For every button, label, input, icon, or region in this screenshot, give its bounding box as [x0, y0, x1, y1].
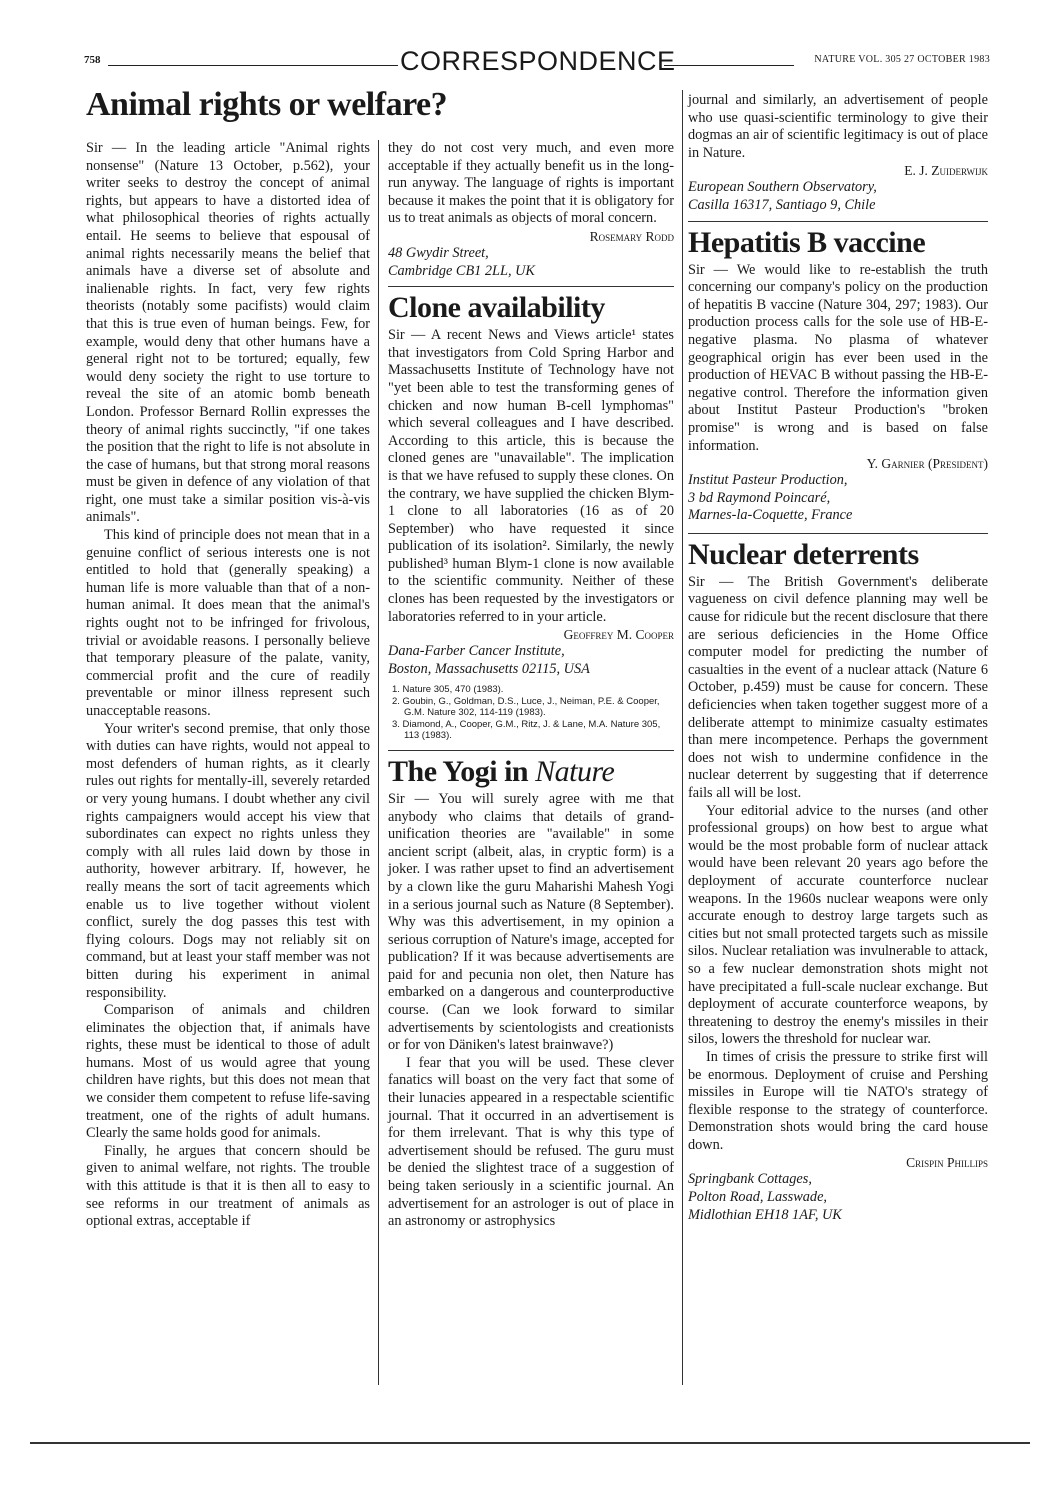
- animal-rights-paragraph-1: Sir — In the leading article "Animal rights nonsense" (Nature 13 October, p.562), your writer seeks to destroy the concept of animal rights, but appears to have a distorted idea of what philosophical theories of rights actually entail. He seems to believe that espousal of animal rights necessarily means the belief that animals have a diverse set of absolute and inalienable rights. In fact, very few rights theorists (notably some pacifists) would claim that this is true even of human beings. Few, for example, would deny that other humans have a general right not to be tortured; equally, few would deny society the right to use torture to reveal the site of an atomic bomb beneath London. Professor Bernard Rollin expresses the theory of animal rights succinctly, "if one takes the position that the right to life is not absolute in the case of humans, but that strong moral reasons must be given in defence of any violation of that right, one must take a similar position vis-à-vis animals".: [86, 140, 370, 526]
- animal-rights-paragraph-5: Finally, he argues that concern should be given to animal welfare, not rights. The trouble with this attitude is that it is then all to easy to see reforms in our treatment of animals as optional extras, acceptable if: [86, 1142, 370, 1230]
- hepatitis-paragraph-1: Sir — We would like to re-establish the truth concerning our company's policy on the production of hepatitis B vaccine (Nature 304, 297; 1983). Our production process calls for the sole use of HB-E-negative plasma. No plasma of whatever geographical origin has ever been used in the production of HEVAC B without passing the HB-E-negative control. Therefore the information given about Institut Pasteur Production's "broken promise" is wrong and is based on false information.: [688, 261, 988, 454]
- clone-address-line-1: Dana-Farber Cancer Institute,: [388, 643, 565, 660]
- clone-references: [388, 684, 674, 742]
- column-1: [86, 140, 370, 1231]
- animal-rights-paragraph-6: they do not cost very much, and even more acceptable if they actually benefit us in the long-run anyway. The language of rights is important because it makes the point that it is obligatory for us to treat animals as objects of moral concern.: [388, 140, 674, 227]
- divider-hepatitis: [688, 221, 988, 222]
- section-title: CORRESPONDENCE: [400, 46, 676, 76]
- yogi-title-journal: Nature: [535, 754, 615, 788]
- yogi-address-line-1: European Southern Observatory,: [688, 179, 877, 196]
- column-rule-2: [682, 90, 683, 1385]
- header-rule-right: [664, 65, 794, 66]
- column-2: [388, 140, 674, 1231]
- animal-rights-signature: Rosemary Rodd: [589, 228, 674, 244]
- article-title-yogi: [388, 754, 674, 788]
- column-rule-1: [378, 140, 379, 1385]
- nuclear-address-line-1: Springbank Cottages,: [688, 1171, 812, 1188]
- column-3: [688, 92, 988, 1224]
- hepatitis-address-line-3: Marnes-la-Coquette, France: [688, 507, 853, 524]
- journal-issue: NATURE VOL. 305 27 OCTOBER 1983: [814, 54, 990, 65]
- hepatitis-address-line-2: 3 bd Raymond Poincaré,: [688, 489, 831, 506]
- article-title-hepatitis: Hepatitis B vaccine: [688, 225, 926, 259]
- nuclear-paragraph-2: Your editorial advice to the nurses (and other professional groups) on how best to argue what would be the most probable form of nuclear attack would have been relevant 20 years ago before the deployment of accurate counterforce nuclear weapons. In the 1960s nuclear weapons were only accurate enough to destroy large targets such as cities but not small protected targets such as missile silos. Nuclear retaliation was invulnerable to attack, so a few nuclear demonstration shots might not have precipitated a full-scale nuclear exchange. But deployment of accurate counterforce weapons, by threatening to destroy the enemy's missiles in their silos, lowers the threshold for nuclear war.: [688, 802, 988, 1048]
- yogi-paragraph-3: journal and similarly, an advertisement of people who use quasi-scientific terminology to give their dogmas an air of scientific legitimacy is out of place in Nature.: [688, 92, 988, 161]
- clone-address-line-2: Boston, Massachusetts 02115, USA: [388, 660, 590, 677]
- animal-rights-header: [86, 88, 676, 126]
- reference-item: 3. Diamond, A., Cooper, G.M., Ritz, J. & Lane, M.A. Nature 305, 113 (1983).: [392, 718, 661, 742]
- hepatitis-address-line-1: Institut Pasteur Production,: [688, 472, 848, 489]
- yogi-paragraph-2: I fear that you will be used. These clever fanatics will boast on the very fact that some of their lunacies appeared in a respectable scientific journal. That it occurred in an advertisement is for them irrelevant. That is why this type of advertisement should be refused. The guru must be denied the slightest trace of a suggestion of being taken seriously in a scientific journal. An advertisement for an astrologer is out of place in an astronomy or astrophysics: [388, 1054, 674, 1230]
- reference-item: 1. Nature 305, 470 (1983).: [392, 684, 504, 696]
- divider-nuclear: [688, 533, 988, 534]
- divider-yogi: [388, 750, 674, 751]
- page-bottom-rule: [30, 1442, 1030, 1444]
- yogi-paragraph-1: Sir — You will surely agree with me that anybody who claims that details of grand-unification theories are "available" in some ancient script (albeit, alas, in cryptic form) is a joker. I was rather upset to find an advertisement by a clown like the guru Maharishi Mahesh Yogi in a serious journal such as Nature (8 September). Why was this advertisement, in my opinion a serious corruption of Nature's image, accepted for publication? If it was because advertisements are paid for and pecunia non olet, then Nature has embarked on a dangerous and counterproductive course. (Can we look forward to similar advertisements by scientologists and creationists or for von Däniken's latest brainwave?): [388, 790, 674, 1054]
- animal-rights-paragraph-3: Your writer's second premise, that only those with duties can have rights, would not appeal to most defenders of human rights, as it clearly rules out rights for mentally-ill, severely retarded or very young humans. I doubt whether any civil rights campaigners would accept his view that subordinates can expect no rights unless they comply with all rules laid down by those in authority, however arbitrary. If, however, he really means the sort of tacit agreements which enable us to live together without violent conflict, surely the dog passes this test with flying colours. Dogs may not reliably sit on command, but at least your staff member was not bitten during his experiment in animal responsibility.: [86, 720, 370, 1001]
- animal-rights-address-line-2: Cambridge CB1 2LL, UK: [388, 262, 535, 279]
- nuclear-paragraph-3: In times of crisis the pressure to strike first will be enormous. Deployment of cruise and Pershing missiles in Europe will tie NATO's strategy of flexible response to the strategy of counterforce. Demonstration shots would bring the card house down.: [688, 1048, 988, 1153]
- animal-rights-paragraph-2: This kind of principle does not mean that in a genuine conflict of serious interests one is not entitled to hold that (generally speaking) a human life is more valuable than that of a non-human animal. It does mean that the animal's rights ought not to be infringed for frivolous, trivial or avoidable reasons. I personally believe that temporary pleasure of the palate, vanity, commercial profit and the cure of readily preventable or minor illness represent such unacceptable reasons.: [86, 527, 370, 719]
- article-title-animal-rights: Animal rights or welfare?: [86, 86, 448, 123]
- nuclear-signature: Crispin Phillips: [906, 1155, 988, 1171]
- animal-rights-address-line-1: 48 Gwydir Street,: [388, 244, 489, 261]
- yogi-address-line-2: Casilla 16317, Santiago 9, Chile: [688, 196, 876, 213]
- header-rule-left: [108, 65, 398, 66]
- page-number: 758: [84, 54, 101, 66]
- animal-rights-paragraph-4: Comparison of animals and children eliminates the objection that, if animals have rights, these must be identical to those of adult humans. Most of us would agree that young children have rights, but this does not mean that we consider them competent to refuse life-saving treatment, one of the rights of adult humans. Clearly the same holds good for animals.: [86, 1002, 370, 1142]
- yogi-title-prefix: The Yogi in: [388, 754, 536, 788]
- article-title-nuclear: Nuclear deterrents: [688, 537, 919, 571]
- hepatitis-signature: Y. Garnier (President): [866, 456, 988, 472]
- article-title-clone: Clone availability: [388, 291, 605, 325]
- divider-clone: [388, 286, 674, 287]
- nuclear-paragraph-1: Sir — The British Government's deliberate vagueness on civil defence planning may well be cause for ridicule but the recent disclosure that there are serious deficiencies in the Home Office computer model for predicting the number of casualties in the event of a nuclear attack (Nature 6 October, p.459) must be cause for concern. These deficiencies when taken together suggest more of a deliberate attempt to minimize casualty estimates than mere incompetence. Perhaps the government does not wish to undermine confidence in the nuclear deterrent by suggesting that if deterrence fails all will be lost.: [688, 573, 988, 801]
- clone-signature: Geoffrey M. Cooper: [563, 627, 674, 643]
- reference-item: 2. Goubin, G., Goldman, D.S., Luce, J., Neiman, P.E. & Cooper, G.M. Nature 302, 114-119 (1983).: [392, 695, 660, 719]
- page-header: [78, 46, 990, 86]
- nuclear-address-line-3: Midlothian EH18 1AF, UK: [688, 1206, 842, 1223]
- yogi-signature: E. J. Zuiderwijk: [904, 163, 988, 179]
- clone-paragraph-1: Sir — A recent News and Views article¹ states that investigators from Cold Spring Harbor and Massachusetts Institute of Technology have not "yet been able to test the transforming genes of chicken and now human B-cell lymphomas" which several colleagues and I have described. According to this article, this is because the cloned genes are "unavailable". The implication is that we have refused to supply these clones. On the contrary, we have supplied the chicken Blym-1 clone to all laboratories (16 as of 20 September) who have requested it since publication of its isolation². Similarly, the newly published³ human Blym-1 clone is now available to the scientific community. Neither of these clones has been requested by the investigators or laboratories referred to in your article.: [388, 327, 674, 625]
- nuclear-address-line-2: Polton Road, Lasswade,: [688, 1189, 828, 1206]
